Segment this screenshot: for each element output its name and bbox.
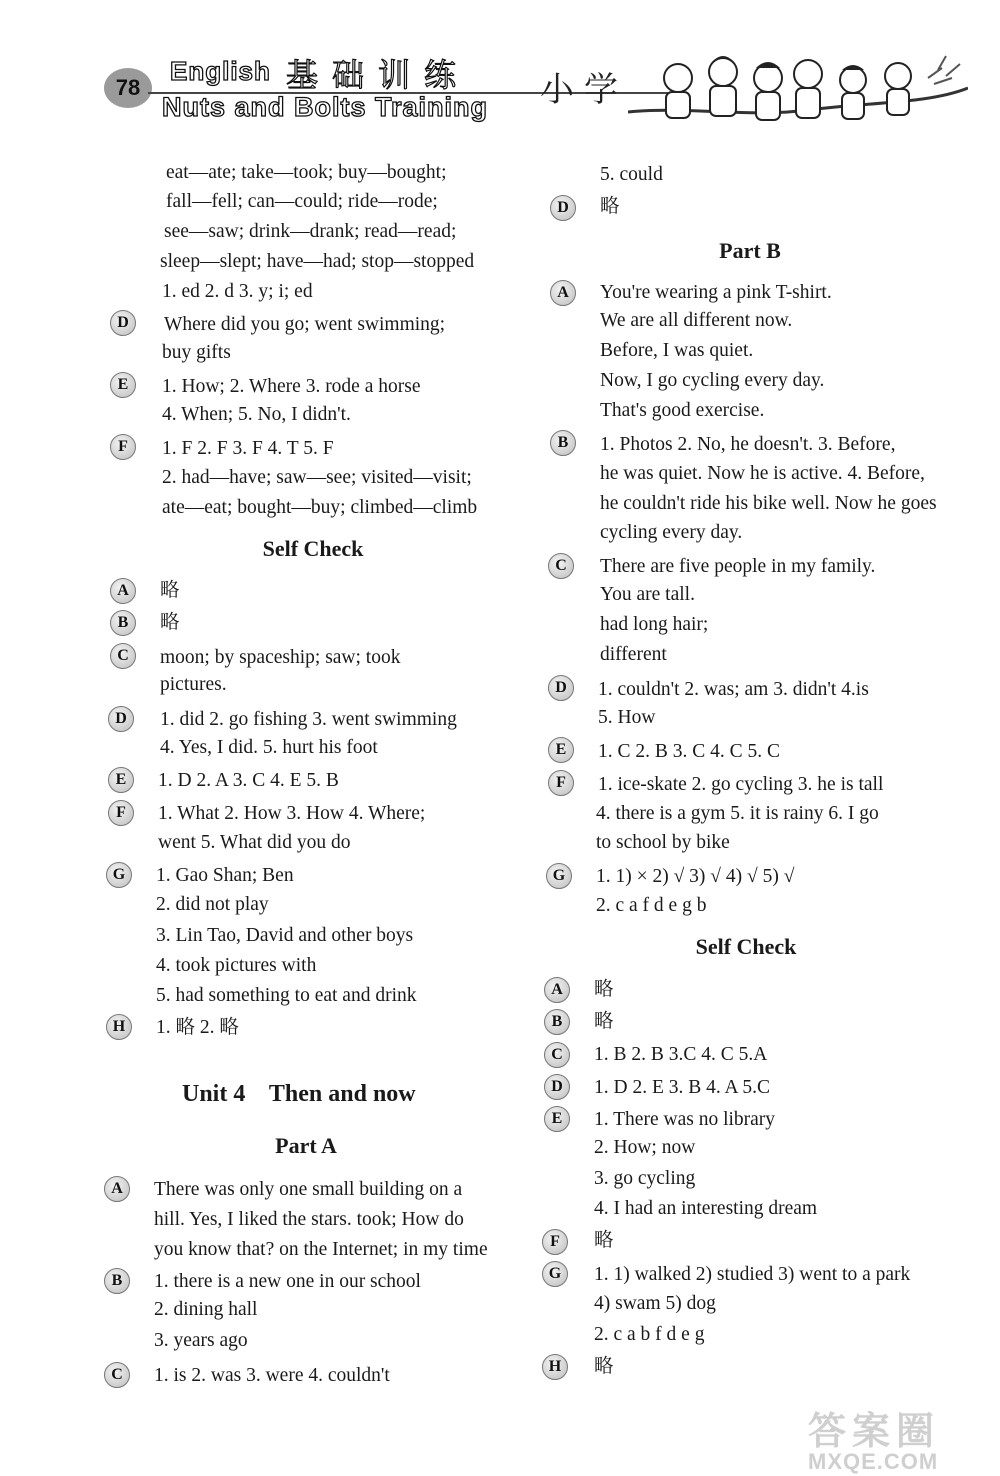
answer-line: 3. years ago [154,1330,248,1351]
section-badge: A [550,280,576,306]
answer-line: 4) swam 5) dog [594,1293,716,1314]
section-badge: C [544,1042,570,1068]
section-badge: E [110,372,136,398]
section-badge: E [544,1106,570,1132]
answer-line: hill. Yes, I liked the stars. took; How do [154,1209,464,1230]
answer-line: 4. there is a gym 5. it is rainy 6. I go [596,803,879,824]
answer-line: he was quiet. Now he is active. 4. Before, [600,463,925,484]
part-a-heading: Part A [275,1133,337,1158]
answer-line: 3. go cycling [594,1168,696,1189]
answer-line: cycling every day. [600,522,743,543]
children-tug-of-war-illustration [628,48,968,134]
answer-line: pictures. [160,674,227,695]
section-badge: A [104,1176,130,1202]
brand-english: English [170,56,271,86]
answer-line: 1. is 2. was 3. were 4. couldn't [154,1365,390,1386]
section-badge: H [106,1014,132,1040]
answer-line: 1. C 2. B 3. C 4. C 5. C [598,741,781,762]
section-badge: C [104,1362,130,1388]
left-cont-line-1: eat—ate; take—took; buy—bought; [166,162,447,183]
answer-line: We are all different now. [600,310,793,331]
left-cont-line-3: see—saw; drink—drank; read—read; [164,221,457,242]
answer-line: 1. There was no library [594,1109,776,1130]
self-check-heading: Self Check [262,536,364,561]
answer-line: Where did you go; went swimming; [164,314,446,335]
answer-line: 2. c a f d e g b [596,895,707,916]
answer-line: 1. Photos 2. No, he doesn't. 3. Before, [600,434,896,455]
answer-line: Now, I go cycling every day. [600,370,825,391]
answer-line: different [600,644,667,665]
section-badge: C [110,643,136,669]
watermark-url: MXQE.COM [808,1449,939,1474]
section-badge: B [104,1268,130,1294]
answer-line: There was only one small building on a [154,1179,463,1200]
answer-line: That's good exercise. [600,400,765,421]
section-badge: E [108,767,134,793]
answer-line: 2. dining hall [154,1299,258,1320]
answer-line: 1. What 2. How 3. How 4. Where; [158,803,426,824]
part-b-heading: Part B [719,238,781,263]
answer-line: 1. did 2. go fishing 3. went swimming [160,709,457,730]
answer-line: had long hair; [600,614,709,635]
self-check-heading: Self Check [695,934,797,959]
answer-line: 1. F 2. F 3. F 4. T 5. F [162,438,334,459]
section-badge: D [544,1074,570,1100]
answer-line: 略 [600,196,620,217]
answer-line: 5. How [598,707,656,728]
section-badge: G [106,862,132,888]
section-badge: B [544,1009,570,1035]
answer-line: 1. 1) walked 2) studied 3) went to a park [594,1264,911,1285]
answer-line: 1. D 2. A 3. C 4. E 5. B [158,770,339,791]
answer-line: you know that? on the Internet; in my time [154,1239,488,1260]
left-cont-line-5: 1. ed 2. d 3. y; i; ed [162,281,313,302]
answer-line: 4. took pictures with [156,955,317,976]
answer-line: 略 [160,612,180,633]
answer-line: 4. When; 5. No, I didn't. [162,404,351,425]
section-badge: A [544,977,570,1003]
section-badge: F [110,434,136,460]
section-badge: G [546,863,572,889]
answer-line: 1. there is a new one in our school [154,1271,421,1292]
site-watermark [808,1400,998,1472]
answer-line: 2. c a b f d e g [594,1324,705,1345]
answer-line: went 5. What did you do [158,832,351,853]
brand-chinese: 基础训练 [286,56,471,94]
answer-line: 略 [594,1230,614,1251]
answer-line: he couldn't ride his bike well. Now he goes [600,493,937,514]
answer-line: You're wearing a pink T-shirt. [600,282,832,303]
section-badge: E [548,737,574,763]
page-header [0,0,1000,140]
answer-line: 3. Lin Tao, David and other boys [156,925,414,946]
section-badge: F [548,770,574,796]
answer-line: 1. D 2. E 3. B 4. A 5.C [594,1077,771,1098]
answer-line: 略 [594,979,614,1000]
answer-line: You are tall. [600,584,695,605]
section-badge: D [548,675,574,701]
section-badge: D [108,706,134,732]
section-badge: D [110,310,136,336]
answer-line: 1. 1) × 2) √ 3) √ 4) √ 5) √ [596,866,795,887]
answer-line: 4. I had an interesting dream [594,1198,818,1219]
answer-line: 5. had something to eat and drink [156,985,417,1006]
left-cont-line-4: sleep—slept; have—had; stop—stopped [160,251,475,272]
answer-line: 4. Yes, I did. 5. hurt his foot [160,737,378,758]
answer-line: 2. How; now [594,1137,696,1158]
answer-line: 2. had—have; saw—see; visited—visit; [162,467,472,488]
answer-line: 1. ice-skate 2. go cycling 3. he is tall [598,774,884,795]
answer-line: Before, I was quiet. [600,340,754,361]
left-cont-line-2: fall—fell; can—could; ride—rode; [166,191,438,212]
section-badge: B [550,430,576,456]
section-badge: F [108,800,134,826]
section-badge: A [110,578,136,604]
unit-title: Unit 4 Then and now [182,1081,416,1107]
answer-line: 略 [594,1356,614,1377]
answer-line: ate—eat; bought—buy; climbed—climb [162,497,478,518]
page-number: 78 [104,68,152,108]
right-cont-line: 5. could [600,164,663,185]
section-badge: H [542,1354,568,1380]
section-badge: C [548,553,574,579]
brand-subtitle: Nuts and Bolts Training [162,92,489,122]
answer-line: buy gifts [162,342,231,363]
section-badge: F [542,1229,568,1255]
brand-level: 小学 [540,70,628,110]
answer-line: 1. Gao Shan; Ben [156,865,294,886]
answer-line: 略 [594,1011,614,1032]
answer-line: 1. couldn't 2. was; am 3. didn't 4.is [598,679,869,700]
answer-line: 2. did not play [156,894,269,915]
answer-line: 1. B 2. B 3.C 4. C 5.A [594,1044,768,1065]
answer-line: 略 [160,580,180,601]
section-badge: B [110,610,136,636]
answer-line: 1. How; 2. Where 3. rode a horse [162,376,421,397]
answer-line: There are five people in my family. [600,556,876,577]
answer-line: to school by bike [596,832,730,853]
watermark-chinese: 答案圈 [808,1409,941,1453]
section-badge: G [542,1261,568,1287]
answer-line: moon; by spaceship; saw; took [160,647,401,668]
section-badge: D [550,195,576,221]
answer-line: 1. 略 2. 略 [156,1017,239,1038]
